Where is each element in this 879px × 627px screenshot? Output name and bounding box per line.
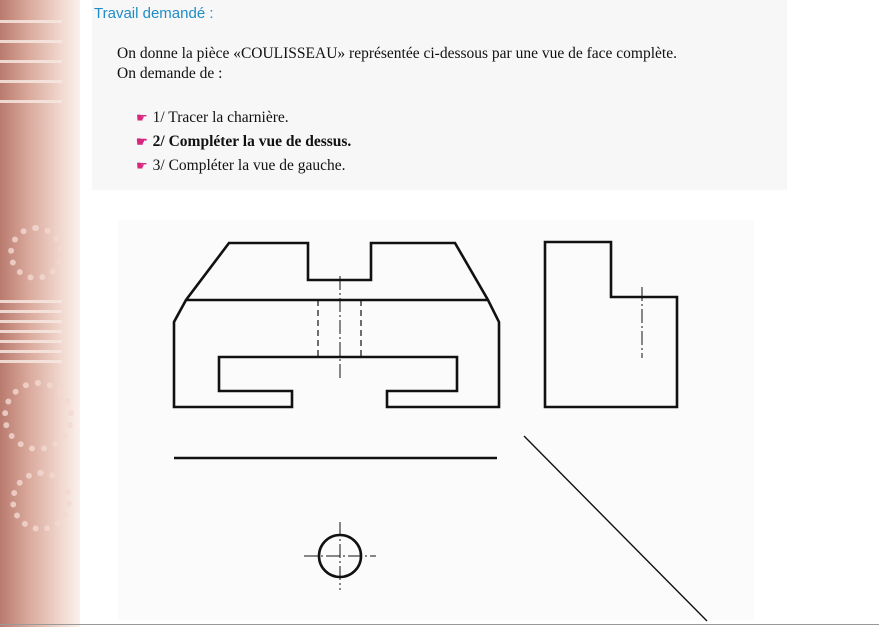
intro-line-2: On demande de :	[117, 65, 223, 82]
left-view-outline	[545, 242, 677, 407]
pointing-hand-icon: ☛	[136, 134, 148, 149]
pointing-hand-icon: ☛	[136, 158, 148, 173]
pointing-hand-icon: ☛	[136, 110, 148, 125]
step-label: 1/ Tracer la charnière.	[152, 109, 289, 126]
step-label: 2/ Compléter la vue de dessus.	[152, 133, 352, 150]
page-bottom-border	[0, 624, 879, 625]
intro-line-1: On donne la pièce «COULISSEAU» représentée ci-dessous par une vue de face complète.	[117, 45, 677, 62]
construction-line-45	[524, 436, 707, 621]
step-label: 3/ Compléter la vue de gauche.	[152, 157, 346, 174]
front-view-outline	[174, 243, 499, 407]
task-title: Travail demandé :	[94, 5, 214, 22]
